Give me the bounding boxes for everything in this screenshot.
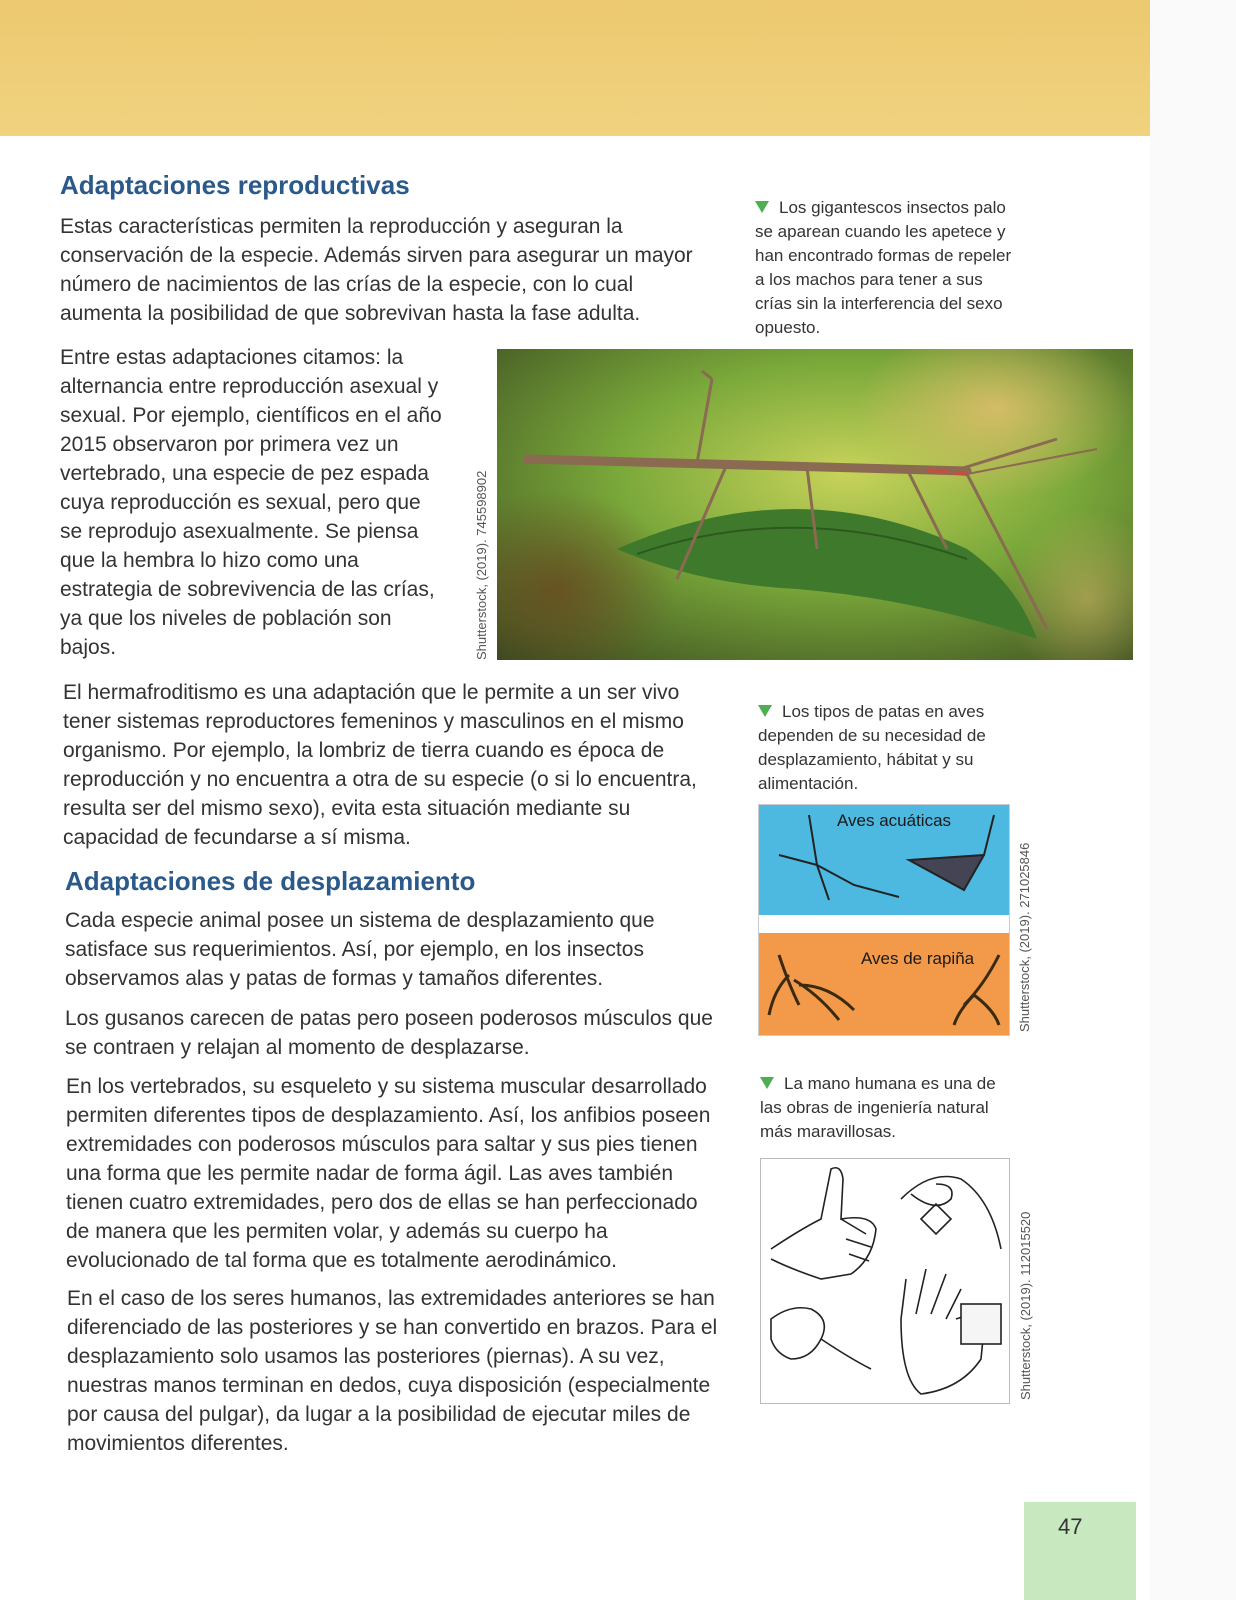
caption-insect: Los gigantescos insectos palo se aparean cuando les apetece y han encontrado formas de repeler a los machos para tener a sus crías sin la interferencia del sexo opuesto. xyxy=(755,198,1012,337)
page-number: 47 xyxy=(1058,1514,1083,1539)
hands-drawing xyxy=(761,1159,1009,1403)
credit-insect: Shutterstock, (2019). 745598902 xyxy=(474,470,489,660)
label-aves-acuaticas: Aves acuáticas xyxy=(837,811,952,830)
paragraph-displacement-intro: Cada especie animal posee un sistema de desplazamiento que satisface sus requerimientos. Así, por ejemplo, en los insectos observamos alas y patas de formas y tamaños diferentes. xyxy=(65,909,655,990)
caption-birds: Los tipos de patas en aves dependen de su necesidad de desplazamiento, hábitat y su alimentación. xyxy=(758,702,986,793)
human-hands-illustration xyxy=(760,1158,1010,1404)
bird-feet-drawing xyxy=(759,805,1009,1035)
label-aves-rapina: Aves de rapiña xyxy=(861,949,975,968)
page-right-margin xyxy=(1150,0,1236,1600)
caption-hand: La mano humana es una de las obras de ingeniería natural más maravillosas. xyxy=(760,1074,996,1141)
triangle-bullet-icon xyxy=(758,705,772,717)
heading-adaptaciones-desplazamiento: Adaptaciones de desplazamiento xyxy=(65,866,476,896)
paragraph-reproduction-intro: Estas características permiten la reproducción y aseguran la conservación de la especie. Además sirven para asegurar un mayor número de nacimientos de las crías de la especie, con lo cual aumenta la posibilidad de que sobrevivan hasta la fase adulta. xyxy=(60,215,693,325)
triangle-bullet-icon xyxy=(760,1077,774,1089)
heading-adaptaciones-reproductivas: Adaptaciones reproductivas xyxy=(60,170,410,200)
credit-hand: Shutterstock, (2019). 112015520 xyxy=(1018,1211,1033,1400)
paragraph-humans: En el caso de los seres humanos, las extremidades anteriores se han diferenciado de las posteriores y se han convertido en brazos. Para el desplazamiento solo usamos las posteriores (piernas). A su vez, nuestras manos terminan en dedos, cuya disposición (especialmente por causa del pulgar), da lugar a la posibilidad de ejecutar miles de movimientos diferentes. xyxy=(67,1287,718,1455)
page-number-tab xyxy=(1024,1502,1136,1600)
top-color-band xyxy=(0,0,1150,136)
credit-birds: Shutterstock, (2019). 271025846 xyxy=(1017,842,1032,1032)
stick-insect-illustration xyxy=(497,349,1133,660)
bird-feet-illustration xyxy=(758,804,1010,1036)
paragraph-vertebrates: En los vertebrados, su esqueleto y su sistema muscular desarrollado permiten diferentes tipos de desplazamiento. Así, los anfibios poseen extremidades con poderosos músculos para saltar y sus pies tienen una forma que les permite nadar de forma ágil. Las aves también tienen cuatro extremidades, pero dos de ellas se han perfeccionado de manera que les permiten volar, y además su cuerpo ha evolucionado de tal forma que es totalmente aerodinámico. xyxy=(66,1075,711,1272)
paragraph-worms: Los gusanos carecen de patas pero poseen poderosos músculos que se contraen y relajan al momento de desplazarse. xyxy=(65,1007,713,1059)
triangle-bullet-icon xyxy=(755,201,769,213)
paragraph-asexual-sexual: Entre estas adaptaciones citamos: la alternancia entre reproducción asexual y sexual. Por ejemplo, científicos en el año 2015 observaron por primera vez un vertebrado, una especie de pez espada cuya reproducción es sexual, pero que se reprodujo asexualmente. Se piensa que la hembra lo hizo como una estrategia de sobrevivencia de las crías, ya que los niveles de población son bajos. xyxy=(60,346,442,659)
stick-insect-photo xyxy=(497,349,1133,660)
paragraph-hermaphroditism: El hermafroditismo es una adaptación que le permite a un ser vivo tener sistemas reproductores femeninos y masculinos en el mismo organismo. Por ejemplo, la lombriz de tierra cuando es época de reproducción y no encuentra a otra de su especie (o si lo encuentra, resulta ser del mismo sexo), evita esta situación mediante su capacidad de fecundarse a sí misma. xyxy=(63,681,697,849)
